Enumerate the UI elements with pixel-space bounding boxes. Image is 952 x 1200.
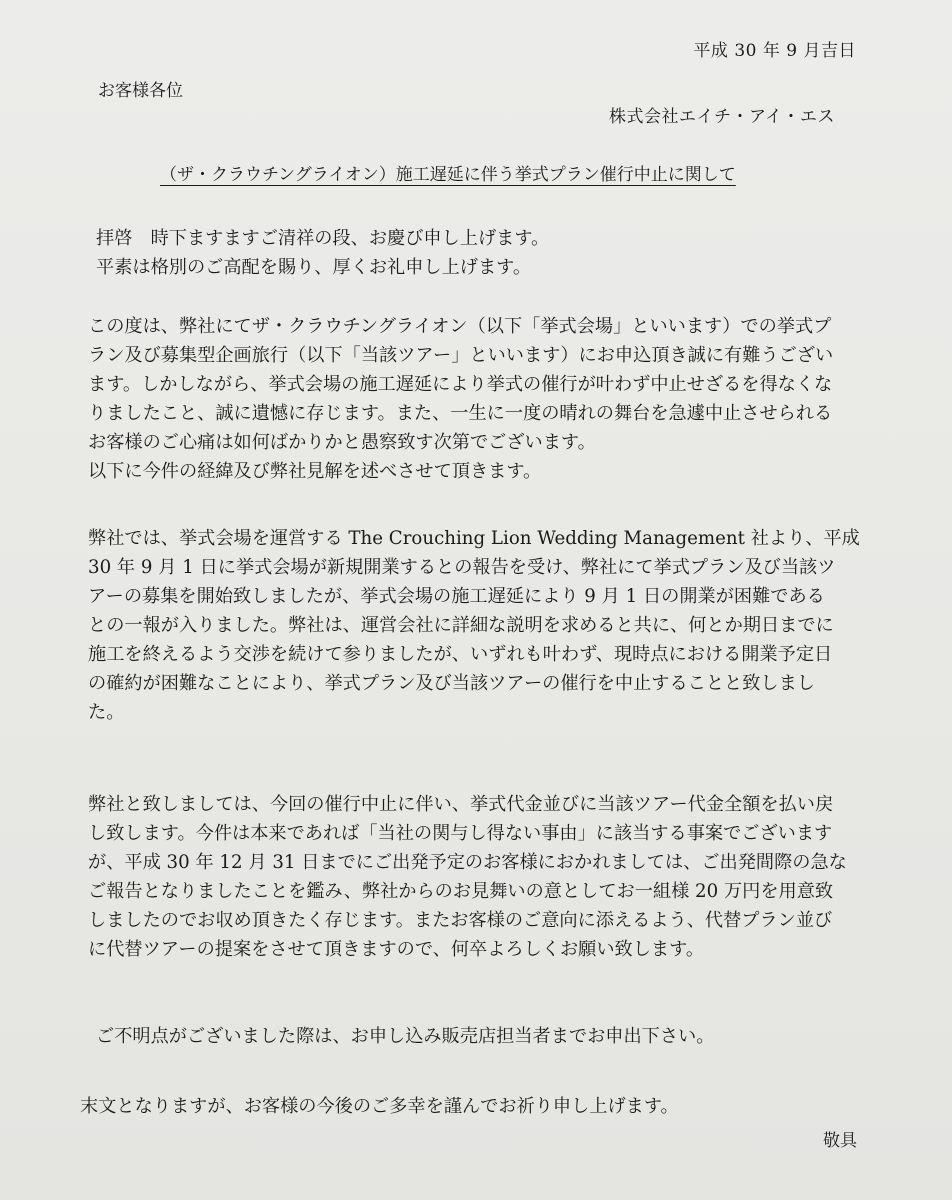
text-line: 弊社と致しましては、今回の催行中止に伴い、挙式代金並びに当該ツアー代金全額を払い戻 (88, 794, 834, 815)
letter-closing: 敬具 (823, 1131, 857, 1151)
text-line: ラン及び募集型企画旅行（以下「当該ツアー」といいます）にお申込頂き誠に有難うござい (88, 345, 834, 366)
text-line: 弊社では、挙式会場を運営する The Crouching Lion Wedding Management 社より、平成 (88, 528, 860, 549)
letter-recipient: お客様各位 (98, 81, 183, 101)
letter-title: （ザ・クラウチングライオン）施工遅延に伴う挙式プラン催行中止に関して (160, 165, 736, 185)
body-paragraph-4 (96, 1022, 876, 1051)
text-line: ます。しかしながら、挙式会場の施工遅延により挙式の催行が叶わず中止せざるを得なくな (88, 374, 833, 395)
text-line: 30 年 9 月 1 日に挙式会場が新規開業するとの報告を受け、弊社にて挙式プラン及び当該ツ (88, 557, 836, 578)
text-line: 施工を終えるよう交渉を続けて参りましたが、いずれも叶わず、現時点における開業予定日 (88, 644, 833, 665)
text-line: 末文となりますが、お客様の今後のご多幸を謹んでお祈り申し上げます。 (80, 1096, 679, 1117)
letter-date: 平成 30 年 9 月吉日 (693, 41, 856, 61)
text-line: に代替ツアーの提案をさせて頂きますので、何卒よろしくお願い致します。 (88, 939, 705, 960)
text-line: が、平成 30 年 12 月 31 日までにご出発予定のお客様におかれましては、ご出発間際の急な (88, 852, 847, 873)
text-line: た。 (88, 702, 125, 723)
text-line: りましたこと、誠に遺憾に存じます。また、一生に一度の晴れの舞台を急遽中止させられる (88, 403, 833, 424)
text-line: しましたのでお収め頂きたく存じます。またお客様のご意向に添えるよう、代替プラン並び (88, 910, 833, 931)
text-line: ご報告となりましたことを鑑み、弊社からのお見舞いの意としてお一組様 20 万円を用意致 (88, 881, 834, 902)
text-line: し致します。今件は本来であれば「当社の関与し得ない事由」に該当する事案でございます (88, 823, 833, 844)
letter-sender: 株式会社エイチ・アイ・エス (609, 107, 835, 127)
body-paragraph-5 (80, 1092, 860, 1121)
text-line: ご不明点がございました際は、お申し込み販売店担当者までお申出下さい。 (96, 1026, 715, 1047)
text-line: この度は、弊社にてザ・クラウチングライオン（以下「挙式会場」といいます）での挙式プ (88, 316, 832, 337)
body-paragraph-2 (88, 524, 868, 727)
text-line: の確約が困難なことにより、挙式プラン及び当該ツアーの催行を中止することと致しまし (88, 673, 815, 694)
body-paragraph-3 (88, 790, 868, 964)
text-line: との一報が入りました。弊社は、運営会社に詳細な説明を求めると共に、何とか期日までに (88, 615, 834, 636)
text-line: 平素は格別のご高配を賜り、厚くお礼申し上げます。 (96, 257, 532, 278)
body-paragraph-1 (88, 312, 868, 486)
text-line: 以下に今件の経緯及び弊社見解を述べさせて頂きます。 (88, 461, 542, 482)
text-line: 拝啓 時下ますますご清祥の段、お慶び申し上げます。 (96, 228, 550, 249)
text-line: アーの募集を開始致しましたが、挙式会場の施工遅延により 9 月 1 日の開業が困難である (88, 586, 825, 607)
greeting-paragraph (96, 224, 876, 282)
text-line: お客様のご心痛は如何ばかりかと愚察致す次第でございます。 (88, 432, 596, 453)
